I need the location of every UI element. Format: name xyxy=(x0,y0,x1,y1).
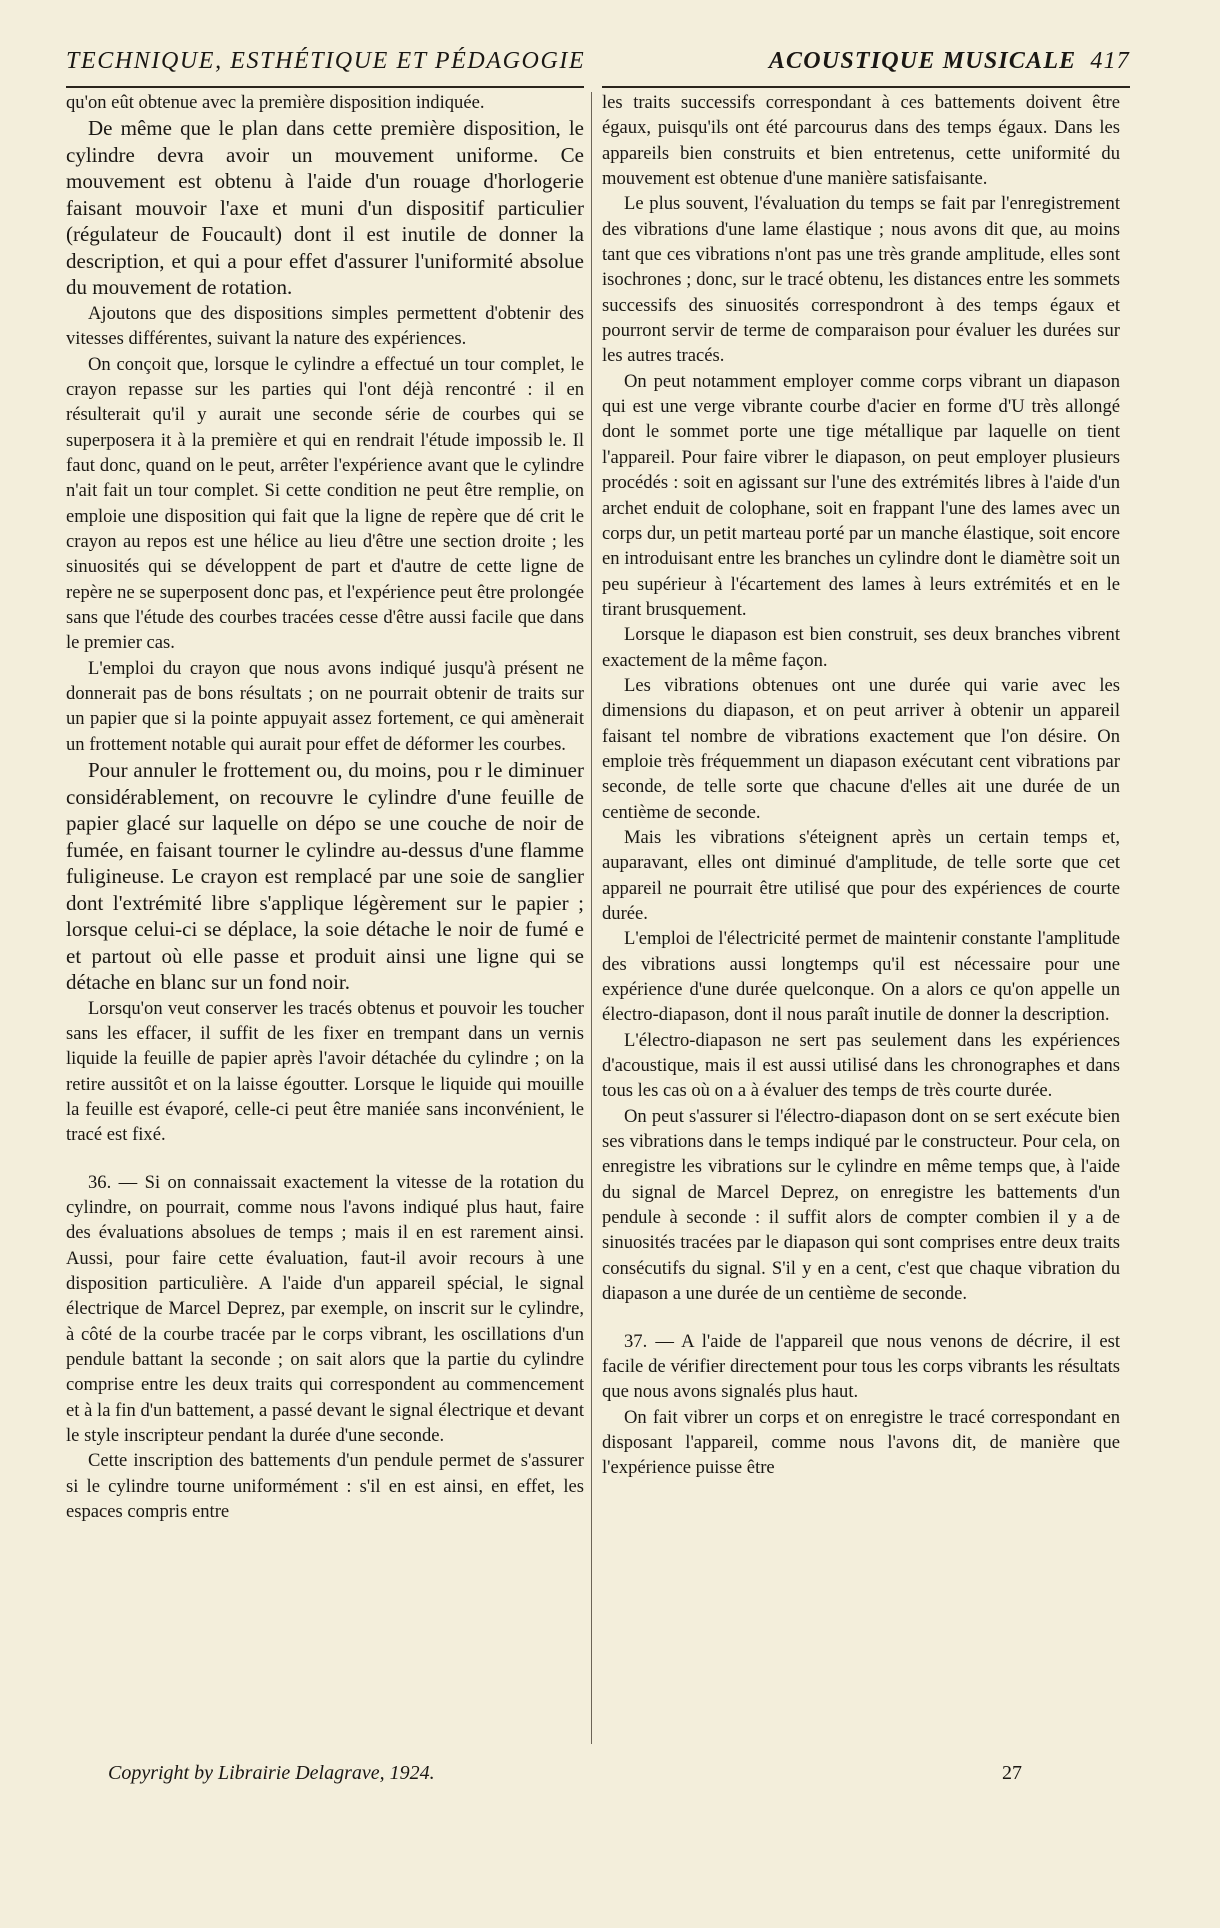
paragraph: Pour annuler le frottement ou, du moins, pou r le diminuer considérablement, on recouvre le cylindre d'une feuille de papier glacé sur laquelle on dépo se une couche de noir de fumée, en faisant tourner le cylindre au-dessus d'une flamme fuligineuse. Le crayon est remplacé par une soie de sanglier dont l'extrémité libre s'applique légèrement sur le papier ; lorsque celui-ci se déplace, la soie détache le noir de fumé e et partout où elle passe et produit ainsi une ligne qui se détache en blanc sur un fond noir. xyxy=(66,758,584,995)
paragraph: Les vibrations obtenues ont une durée qui varie avec les dimensions du diapason, et on peut arriver à obtenir un appareil faisant tel nombre de vibrations exactement que l'on désire. On emploie très fréquemment un diapason exécutant cent vibrations par seconde, de telle sorte que chacune d'elles ait une durée de un centième de seconde. xyxy=(602,674,1120,823)
header-chapter-title xyxy=(769,48,1130,75)
section-36-paragraph: 36. — Si on connaissait exactement la vitesse de la rotation du cylindre, on pourrait, comme nous l'avons indiqué plus haut, faire des évaluations absolues de temps ; mais il en est rarement ainsi. Aussi, pour faire cette évaluation, faut-il avoir recours à une disposition particulière. A l'aide d'un appareil spécial, le signal électrique de Marcel Deprez, par exemple, on inscrit sur le cylindre, à côté de la courbe tracée par le corps vibrant, les oscillations d'un pendule battant la seconde ; on sait alors que la partie du cylindre comprise entre les deux traits qui correspondent au commencement et à la fin d'un battement, a passé devant le signal électrique et devant le style inscripteur pendant la durée d'une seconde. xyxy=(66,1171,584,1447)
left-column xyxy=(66,90,584,1524)
paragraph: On conçoit que, lorsque le cylindre a effectué un tour complet, le crayon repasse sur les parties qui l'ont déjà rencontré : il en résulterait qu'il y aurait une seconde série de courbes qui se superposera it à la première et qui en rendrait l'étude impossib le. Il faut donc, quand on le peut, arrêter l'expérience avant que le cylindre n'ait fait un tour complet. Si cette condition ne peut être remplie, on emploie une disposition qui fait que la ligne de repère que dé crit le crayon au repos est une hélice au lieu d'être une section droite ; les sinuosités qui se développent de part et d'autre de cette ligne de repère ne se superposent donc pas, et l'expérience peut être prolongée sans que l'étude des courbes tracées cesse d'être aussi facile que dans le premier cas. xyxy=(66,353,584,654)
right-column xyxy=(602,90,1120,1481)
paragraph: les traits successifs correspondant à ces battements doivent être égaux, puisqu'ils ont été parcourus dans des temps égaux. Dans les appareils bien construits et bien entretenus, cette uniformité du mouvement est obtenue d'une manière satisfaisante. xyxy=(602,92,1120,190)
copyright-footer: Copyright by Librairie Delagrave, 1924. xyxy=(108,1762,435,1784)
paragraph: Mais les vibrations s'éteignent après un certain temps et, auparavant, elles ont diminué d'amplitude, de telle sorte que cet appareil ne pourrait être utilisé que pour des expériences de courte durée. xyxy=(602,826,1120,924)
header-rule-right xyxy=(602,86,1130,88)
header-page-number: 417 xyxy=(1090,48,1130,74)
header-section-title: TECHNIQUE, ESTHÉTIQUE ET PÉDAGOGIE xyxy=(66,48,586,74)
paragraph: On fait vibrer un corps et on enregistre le tracé correspondant en disposant l'appareil, comme nous l'avons dit, de manière que l'expérience puisse être xyxy=(602,1406,1120,1479)
paragraph: On peut notamment employer comme corps vibrant un diapason qui est une verge vibrante courbe d'acier en forme d'U très allongé dont le sommet porte une tige métallique par laquelle on tient l'appareil. Pour faire vibrer le diapason, on peut employer plusieurs procédés : soit en agissant sur l'une des extrémités libres à l'aide d'un archet enduit de colophane, soit en frappant l'une des lames avec un corps dur, un petit marteau porté par un manche élastique, soit encore en introduisant entre les branches un cylindre dont le diamètre soit un peu supérieur à l'écartement des lames à leurs extrémités et en le tirant brusquement. xyxy=(602,370,1120,620)
paragraph: L'emploi du crayon que nous avons indiqué jusqu'à présent ne donnerait pas de bons résultats ; on ne pourrait obtenir de traits sur un papier que si la pointe appuyait assez fortement, ce qui amènerait un frottement notable qui aurait pour effet de déformer les courbes. xyxy=(66,657,584,755)
footer-page-number: 27 xyxy=(1002,1762,1022,1784)
paragraph: Cette inscription des battements d'un pendule permet de s'assurer si le cylindre tourne uniformément : s'il en est ainsi, en effet, les espaces compris entre xyxy=(66,1450,584,1523)
column-divider xyxy=(591,92,592,1744)
paragraph: De même que le plan dans cette première disposition, le cylindre devra avoir un mouvement uniforme. Ce mouvement est obtenu à l'aide d'un rouage d'horlogerie faisant mouvoir l'axe et muni d'un dispositif particulier (régulateur de Foucault) dont il est inutile de donner la description, et qui a pour effet d'assurer l'uniformité absolue du mouvement de rotation. xyxy=(66,116,584,300)
paragraph: qu'on eût obtenue avec la première disposition indiquée. xyxy=(66,92,485,113)
header-chapter-name: ACOUSTIQUE MUSICALE xyxy=(768,48,1077,74)
paragraph: Lorsque le diapason est bien construit, ses deux branches vibrent exactement de la même façon. xyxy=(602,624,1120,671)
paragraph: Ajoutons que des dispositions simples permettent d'obtenir des vitesses différentes, suivant la nature des expériences. xyxy=(66,302,584,350)
paragraph: Le plus souvent, l'évaluation du temps se fait par l'enregistrement des vibrations d'une lame élastique ; nous avons dit que, au moins tant que ces vibrations n'ont pas une très grande amplitude, elles sont isochrones ; donc, sur le tracé obtenu, les distances entre les sommets successifs des sinuosités correspondront à des temps égaux et pourront servir de terme de comparaison pour évaluer les durées sur les autres tracés. xyxy=(602,193,1120,367)
paragraph: L'électro-diapason ne sert pas seulement dans les expériences d'acoustique, mais il est aussi utilisé dans les chronographes et dans tous les cas où on a à évaluer des temps de très courte durée. xyxy=(602,1029,1120,1102)
paragraph: L'emploi de l'électricité permet de maintenir constante l'amplitude des vibrations aussi longtemps qu'il est nécessaire pour une expérience d'une durée quelconque. On a alors ce qu'on appelle un électro-diapason, dont il nous paraît inutile de donner la description. xyxy=(602,928,1120,1026)
running-header xyxy=(66,48,1130,82)
header-rule-left xyxy=(66,86,584,88)
section-37-paragraph: 37. — A l'aide de l'appareil que nous venons de décrire, il est facile de vérifier directement pour tous les corps vibrants les résultats que nous avons signalés plus haut. xyxy=(602,1330,1120,1403)
paragraph: On peut s'assurer si l'électro-diapason dont on se sert exécute bien ses vibrations dans le temps indiqué par le constructeur. Pour cela, on enregistre les vibrations sur le cylindre en même temps que, à l'aide du signal de Marcel Deprez, on enregistre les battements d'un pendule à seconde : il suffit alors de compter combien il y a de sinuosités tracées par le diapason qui sont comprises entre deux traits consécutifs du signal. S'il y en a cent, c'est que chaque vibration du diapason a une durée de un centième de seconde. xyxy=(602,1105,1120,1305)
paragraph: Lorsqu'on veut conserver les tracés obtenus et pouvoir les toucher sans les effacer, il suffit de les fixer en trempant dans un vernis liquide la feuille de papier après l'avoir détachée du cylindre ; on la retire aussitôt et on la laisse égoutter. Lorsque le liquide qui mouille la feuille est évaporé, celle-ci peut être maniée sans inconvénient, le tracé est fixé. xyxy=(66,997,584,1146)
